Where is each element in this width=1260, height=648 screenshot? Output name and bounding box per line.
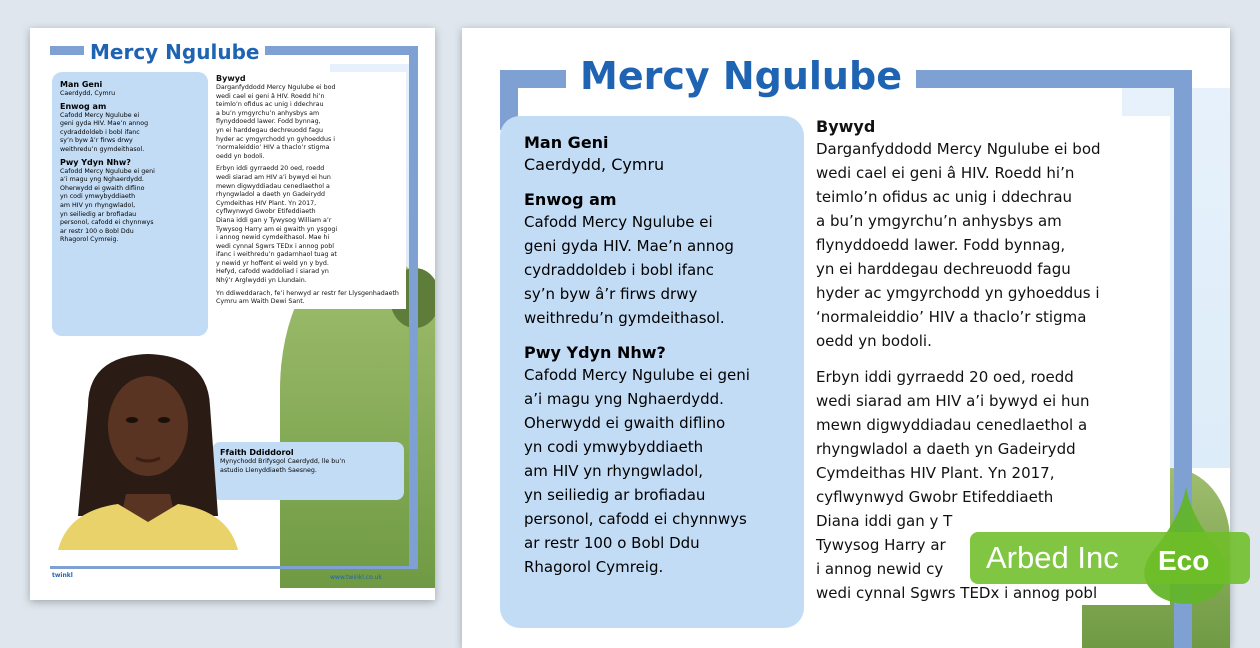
who-line: Oherwydd ei gwaith diflino (524, 414, 726, 432)
life-line: Cymdeithas HIV Plant. Yn 2017, (816, 464, 1055, 482)
life-line: Nhŷ’r Arglwyddi yn Llundain. (216, 277, 307, 285)
who-line: personol, cafodd ei chynnwys (524, 510, 747, 528)
fun-fact-line: Mynychodd Brifysgol Caerdydd, lle bu’n (220, 458, 346, 465)
famous-for-line: weithredu’n gymdeithasol. (60, 145, 145, 153)
life-line: oedd yn bodoli. (816, 332, 932, 350)
life-line: ‘normaleiddio’ HIV a thaclo’r stigma (216, 144, 330, 152)
birthplace-heading: Man Geni (60, 80, 103, 89)
famous-for-line: Cafodd Mercy Ngulube ei (524, 213, 713, 231)
life-line: mewn digwyddiadau cenedlaethol a (816, 416, 1088, 434)
famous-for-line: geni gyda HIV. Mae’n annog (524, 237, 734, 255)
life-line: Diana iddi gan y T (816, 512, 953, 530)
life-line: yn ei harddegau dechreuodd fagu (816, 260, 1071, 278)
who-line: Rhagorol Cymreig. (524, 558, 664, 576)
who-line: Rhagorol Cymreig. (60, 236, 119, 244)
life-line: rhyngwladol a daeth yn Gadeirydd (816, 440, 1076, 458)
who-line: personol, cafodd ei chynnwys (60, 219, 154, 227)
famous-for-heading: Enwog am (524, 190, 617, 209)
life-line: Erbyn iddi gyrraedd 20 oed, roedd (216, 165, 325, 173)
who-heading: Pwy Ydyn Nhw? (60, 157, 131, 167)
life-line: y newid yr hoffent ei weld yn y byd. (216, 259, 329, 267)
life-line: Darganfyddodd Mercy Ngulube ei bod (816, 140, 1101, 158)
info-panel-text (60, 80, 208, 245)
life-line: Tywysog Harry am ei gwaith yn ysgogi (216, 225, 338, 233)
footer-link[interactable]: www.twinkl.co.uk (330, 574, 382, 581)
life-line: i annog newid cymdeithasol. Mae hi (216, 234, 330, 242)
who-line: am HIV yn rhyngwladol, (60, 201, 136, 209)
who-line: ar restr 100 o Bobl Ddu (60, 227, 134, 235)
life-line: Cymdeithas HIV Plant. Yn 2017, (216, 199, 317, 207)
famous-for-line: weithredu’n gymdeithasol. (524, 309, 725, 327)
footer-brand-logo: twinkl (52, 572, 73, 579)
life-line: teimlo’n ofidus ac unig i ddechrau (816, 188, 1073, 206)
birthplace-line: Caerdydd, Cymru (524, 155, 665, 174)
life-line: i annog newid cy (816, 560, 944, 578)
life-heading: Bywyd (816, 117, 876, 136)
famous-for-line: Cafodd Mercy Ngulube ei (60, 111, 140, 119)
who-heading: Pwy Ydyn Nhw? (524, 343, 666, 362)
life-line: Darganfyddodd Mercy Ngulube ei bod (216, 84, 336, 91)
life-column (214, 72, 406, 309)
life-line: cyflwynwyd Gwobr Etifeddiaeth (816, 488, 1054, 506)
birthplace-line: Caerdydd, Cymru (60, 90, 116, 97)
who-line: Oherwydd ei gwaith diflino (60, 184, 145, 192)
page-title: Mercy Ngulube (566, 54, 916, 98)
life-line: mewn digwyddiadau cenedlaethol a (216, 182, 330, 190)
life-line: flynyddoedd lawer. Fodd bynnag, (816, 236, 1066, 254)
famous-for-line: sy’n byw â’r firws drwy (524, 285, 698, 303)
famous-for-line: cydraddoldeb i bobl ifanc (60, 128, 140, 136)
life-line: Diana iddi gan y Tywysog William a’r (216, 216, 332, 224)
life-line: flynyddoedd lawer. Fodd bynnag, (216, 118, 321, 126)
life-line: a bu’n ymgyrchu’n anhysbys am (816, 212, 1062, 230)
portrait-illustration (48, 346, 248, 550)
life-line: cyflwynwyd Gwobr Etifeddiaeth (216, 208, 316, 216)
life-line: Cymru am Waith Dewi Sant. (216, 298, 305, 306)
who-line: a’i magu yng Nghaerdydd. (60, 176, 144, 184)
life-line: Tywysog Harry ar (816, 536, 946, 554)
life-line: wedi cael ei geni â HIV. Roedd hi’n (216, 92, 325, 100)
life-line: rhyngwladol a daeth yn Gadeirydd (216, 191, 325, 199)
life-line: oedd yn bodoli. (216, 152, 265, 160)
life-heading: Bywyd (216, 74, 246, 83)
who-line: Cafodd Mercy Ngulube ei geni (60, 167, 155, 175)
life-line: ifanc i weithredu’n gadarnhaol tuag at (216, 251, 337, 259)
life-line: hyder ac ymgyrchodd yn gyhoeddus i (816, 284, 1100, 302)
who-line: yn seiliedig ar brofiadau (524, 486, 706, 504)
info-panel-text (524, 132, 804, 579)
famous-for-line: cydraddoldeb i bobl ifanc (524, 261, 714, 279)
frame-right-border (409, 46, 418, 566)
watermark-badge: Eco (1158, 545, 1210, 576)
life-line: wedi cael ei geni â HIV. Roedd hi’n (816, 164, 1075, 182)
thumbnail-page[interactable] (30, 28, 435, 600)
famous-for-line: geni gyda HIV. Mae’n annog (60, 120, 149, 128)
life-line: wedi cynnal Sgwrs TEDx i annog pobl (816, 584, 1098, 602)
who-line: Cafodd Mercy Ngulube ei geni (524, 366, 750, 384)
footer-divider (50, 566, 418, 569)
life-line: Yn ddiweddarach, fe’i henwyd ar restr fer Llysgenhadaeth (216, 289, 399, 297)
famous-for-line: sy’n byw â’r firws drwy (60, 137, 133, 145)
life-line: a bu’n ymgyrchu’n anhysbys am (216, 109, 320, 117)
who-line: yn codi ymwybyddiaeth (60, 193, 136, 201)
life-line: teimlo’n ofidus ac unig i ddechrau (216, 101, 324, 109)
life-line: wedi siarad am HIV a’i bywyd ei hun (816, 392, 1090, 410)
birthplace-heading: Man Geni (524, 133, 609, 152)
life-line: hyder ac ymgyrchodd yn gyhoeddus i (216, 135, 336, 143)
life-line: wedi cynnal Sgwrs TEDx i annog pobl (216, 242, 335, 250)
who-line: yn seiliedig ar brofiadau (60, 210, 137, 218)
who-line: ar restr 100 o Bobl Ddu (524, 534, 700, 552)
watermark-text: Arbed Inc (986, 540, 1119, 575)
life-line: ‘normaleiddio’ HIV a thaclo’r stigma (816, 308, 1087, 326)
who-line: a’i magu yng Nghaerdydd. (524, 390, 724, 408)
life-line: Erbyn iddi gyrraedd 20 oed, roedd (816, 368, 1074, 386)
life-line: wedi siarad am HIV a’i bywyd ei hun (216, 173, 331, 181)
who-line: am HIV yn rhyngwladol, (524, 462, 704, 480)
who-line: yn codi ymwybyddiaeth (524, 438, 704, 456)
life-line: yn ei harddegau dechreuodd fagu (216, 126, 323, 134)
fun-fact-line: astudio Llenyddiaeth Saesneg. (220, 466, 317, 474)
fun-fact-heading: Ffaith Ddiddorol (220, 448, 294, 457)
life-line: Hefyd, cafodd waddoliad i siarad yn (216, 268, 329, 276)
page-title: Mercy Ngulube (84, 38, 265, 66)
famous-for-heading: Enwog am (60, 101, 107, 111)
